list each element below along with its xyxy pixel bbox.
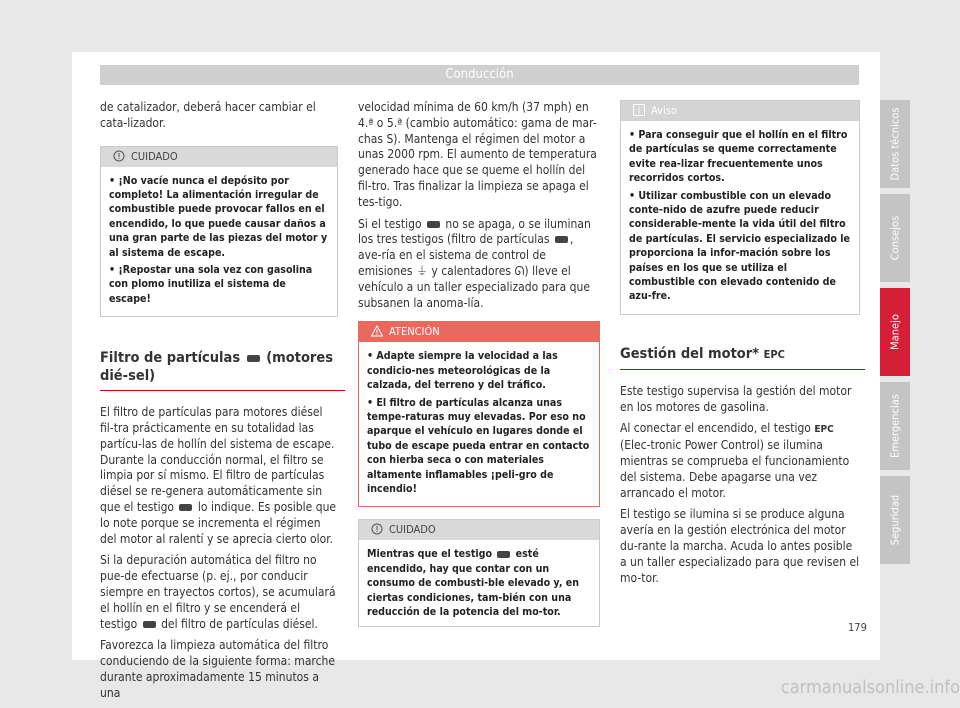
warning-triangle-icon bbox=[371, 325, 383, 337]
cuidado2-header bbox=[359, 520, 599, 540]
list-item: • Utilizar combustible con un elevado conte-nido de azufre puede reducir considerable-mente la vida útil del filtro de partículas. El servicio especializado le proporciona la infor-mación sobre los países en los que se utiliza el combustible con elevado contenido de azu-fre. bbox=[629, 189, 850, 303]
particle-filter-icon bbox=[179, 504, 192, 511]
section-title bbox=[620, 345, 860, 364]
glow-plug-icon: ᘏ bbox=[514, 263, 525, 278]
list-item-text: Para conseguir que el hollín en el filtro de partículas se queme correctamente evite rea-lizar frecuentemente unos recorridos cortos. bbox=[629, 129, 848, 185]
aviso-header bbox=[621, 101, 859, 121]
tab-label: Seguridad bbox=[888, 494, 902, 546]
cuidado2-box bbox=[358, 519, 600, 627]
tab-manejo[interactable] bbox=[880, 288, 910, 376]
intro-text: de catalizador, deberá hacer cambiar el cata-lizador. bbox=[100, 100, 316, 130]
cuidado-box bbox=[100, 146, 338, 318]
paragraph: Favorezca la limpieza automática del filtro conduciendo de la siguiente forma: marche durante aproximadamente 15 minutos a una bbox=[100, 638, 336, 700]
tab-label: Consejos bbox=[888, 215, 902, 261]
cuidado-title: CUIDADO bbox=[131, 149, 178, 163]
list-item: • Adapte siempre la velocidad a las condicio-nes meteorológicas de la calzada, del terreno y del tráfico. bbox=[367, 350, 558, 392]
tab-datos-tecnicos[interactable] bbox=[880, 100, 910, 188]
section-title-text: Gestión del motor* bbox=[620, 345, 760, 362]
paragraph: Si el testigo no se apaga, o se iluminan los tres testigos (filtro de partículas , ave-ría en el sistema de control de emisiones ⏚ y calentadores ᘏ) lleve el vehículo a un taller especializado para que subsanen la anoma-lía. bbox=[358, 216, 591, 310]
paragraph: velocidad mínima de 60 km/h (37 mph) en 4.ª o 5.ª (cambio automático: gama de mar-chas S). Mantenga el régimen del motor a unas 2000 rpm. El aumento de temperatura generado hace que se queme el hollín del fil-tro. Tras finalizar la limpieza se apaga el tes-tigo. bbox=[358, 100, 597, 209]
list-item-text: ¡No vacíe nunca el depósito por completo! La alimentación irregular de combustible puede provocar fallos en el encendido, lo que puede causar daños a una gran parte de las piezas del motor y al sistema de escape. bbox=[109, 174, 328, 259]
info-circle-icon bbox=[371, 523, 383, 535]
cuidado2-body: Mientras que el testigo esté encendido, hay que contar con un consumo de combusti-ble elevado y, en ciertas condiciones, tam-bién con una reducción de la potencia del mo-tor. bbox=[367, 548, 580, 619]
paragraph: Al conectar el encendido, el testigo EPC (Elec-tronic Power Control) se ilumina mientras se comprueba el funcionamiento del sistema. Debe apagarse una vez arrancado el motor. bbox=[620, 421, 850, 500]
cuidado2-title: CUIDADO bbox=[389, 523, 436, 537]
section-heading-filtro bbox=[100, 349, 338, 391]
emissions-icon: ⏚ bbox=[415, 263, 428, 278]
tab-label: Manejo bbox=[888, 314, 902, 350]
particle-filter-icon bbox=[143, 621, 156, 628]
paragraph: Si la depuración automática del filtro no pue-de efectuarse (p. ej., por conducir siempre en trayectos cortos), se acumulará el hollín en el filtro y se encenderá el testigo del filtro de partículas diésel. bbox=[100, 553, 336, 631]
list-item: • El filtro de partículas alcanza unas tempe-raturas muy elevadas. Por eso no aparque el vehículo en lugares donde el tubo de escape pueda entrar en contacto con hierba seca o con materiales altamente inflamables ¡peli-gro de incendio! bbox=[367, 396, 590, 496]
list-item-text: Utilizar combustible con un elevado conte-nido de azufre puede reducir considerable-mente la vida útil del filtro de partículas. El servicio especializado le proporciona la infor-mación sobre los países en los que se utiliza el combustible con elevado contenido de azu-fre. bbox=[629, 189, 850, 303]
atencion-title: ATENCIÓN bbox=[389, 325, 440, 339]
aviso-body bbox=[621, 121, 859, 314]
watermark: carmanualsonline.info bbox=[780, 677, 960, 698]
tab-label: Datos técnicos bbox=[888, 107, 902, 181]
tab-consejos[interactable] bbox=[880, 194, 910, 282]
column-1 bbox=[100, 100, 338, 708]
tab-seguridad[interactable] bbox=[880, 476, 910, 564]
column-2 bbox=[358, 100, 600, 627]
atencion-header bbox=[359, 322, 599, 342]
cuidado-body bbox=[101, 167, 337, 317]
particle-filter-icon bbox=[247, 355, 260, 362]
info-square-icon bbox=[633, 104, 645, 116]
atencion-box bbox=[358, 321, 600, 507]
atencion-body bbox=[359, 342, 599, 506]
tab-label: Emergencias bbox=[888, 394, 902, 458]
section-heading-gestion bbox=[620, 345, 860, 370]
list-item-text: Adapte siempre la velocidad a las condicio-nes meteorológicas de la calzada, del terreno y del tráfico. bbox=[367, 350, 558, 392]
list-item: • Para conseguir que el hollín en el filtro de partículas se queme correctamente evite rea-lizar frecuentemente unos recorridos cortos. bbox=[629, 129, 848, 185]
aviso-box bbox=[620, 100, 860, 315]
particle-filter-icon bbox=[555, 236, 568, 243]
list-item: • ¡No vacíe nunca el depósito por completo! La alimentación irregular de combustible puede provocar fallos en el encendido, lo que puede causar daños a una gran parte de las piezas del motor y al sistema de escape. bbox=[109, 174, 328, 259]
particle-filter-icon bbox=[427, 221, 440, 228]
list-item-text: ¡Repostar una sola vez con gasolina con plomo inutiliza el sistema de escape! bbox=[109, 264, 313, 305]
particle-filter-icon bbox=[497, 551, 510, 558]
section-title-suffix: (motores dié-sel) bbox=[100, 350, 333, 385]
epc-icon: EPC bbox=[763, 347, 785, 361]
cuidado-header bbox=[101, 147, 337, 167]
aviso-title: Aviso bbox=[651, 104, 677, 117]
page-number: 179 bbox=[848, 621, 867, 634]
list-item-text: El filtro de partículas alcanza unas tempe-raturas muy elevadas. Por eso no aparque el vehículo en lugares donde el tubo de escape pueda entrar en contacto con hierba seca o con materiales altamente inflamables ¡peli-gro de incendio! bbox=[367, 396, 590, 496]
side-tabs bbox=[880, 100, 910, 570]
paragraph: El testigo se ilumina si se produce alguna avería en la gestión electrónica del motor du-rante la marcha. Acuda lo antes posible a un taller especializado para que revisen el mo-tor. bbox=[620, 507, 860, 585]
tab-emergencias[interactable] bbox=[880, 382, 910, 470]
epc-icon: EPC bbox=[814, 424, 834, 436]
list-item: • ¡Repostar una sola vez con gasolina con plomo inutiliza el sistema de escape! bbox=[109, 264, 313, 305]
section-title-text: Filtro de partículas bbox=[100, 350, 241, 367]
paragraph: Este testigo supervisa la gestión del motor en los motores de gasolina. bbox=[620, 383, 852, 414]
page-header: Conducción bbox=[100, 65, 859, 85]
paragraph: El filtro de partículas para motores diésel fil-tra prácticamente en su totalidad las partícu-las de hollín del sistema de escape. Durante la conducción normal, el filtro se limpia por sí mismo. El filtro de partículas diésel se re-genera automáticamente sin que el testigo lo indique. Es posible que lo note porque se incrementa el régimen del motor al ralentí y se aprecia cierto olor. bbox=[100, 405, 337, 546]
info-circle-icon bbox=[113, 150, 125, 162]
section-title bbox=[100, 349, 338, 385]
column-3 bbox=[620, 100, 860, 592]
